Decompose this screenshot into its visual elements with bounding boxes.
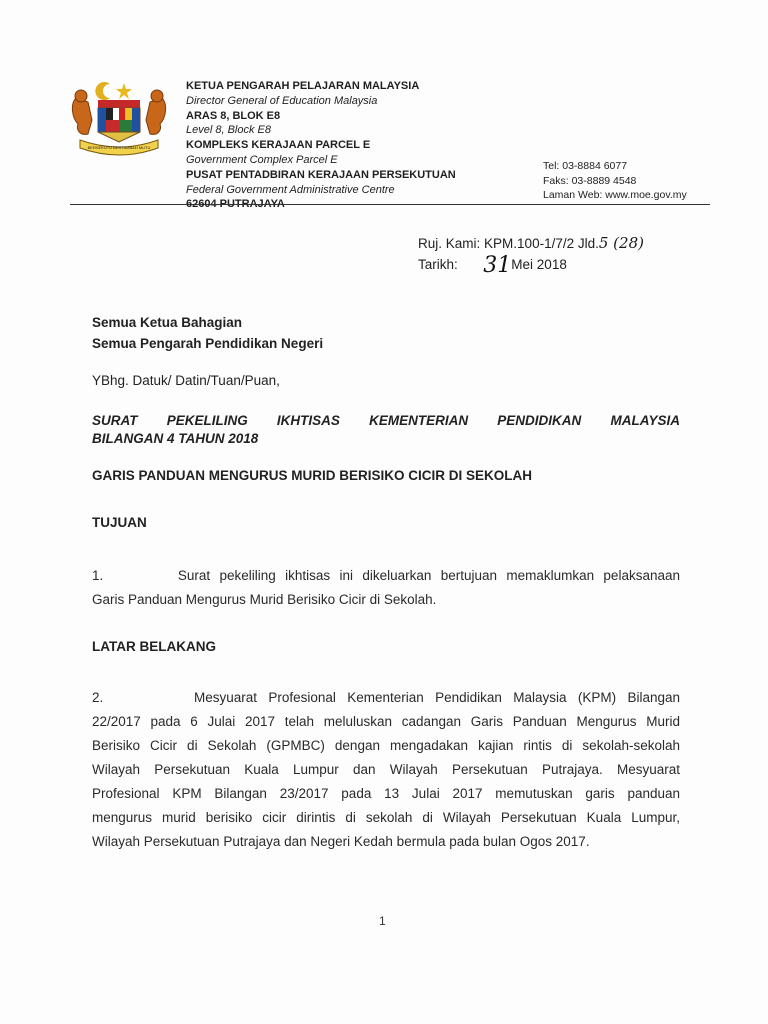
circular-title [92, 412, 680, 448]
svg-text:BERSEKUTU BERTAMBAH MUTU: BERSEKUTU BERTAMBAH MUTU [87, 145, 151, 150]
ruj-handwritten: 5 (28) [598, 234, 644, 252]
section-heading-tujuan: TUJUAN [92, 515, 147, 530]
letterhead-line: ARAS 8, BLOK E8 [186, 109, 281, 122]
contact-block [543, 159, 743, 203]
paragraph-line: Berisiko Cicir di Sekolah (GPMBC) dengan mengadakan kajian rintis di sekolah-sekolah [92, 738, 680, 753]
letterhead-line: Federal Government Administrative Centre [186, 183, 395, 196]
letterhead-line: PUSAT PENTADBIRAN KERAJAAN PERSEKUTUAN [186, 168, 456, 181]
page-number: 1 [379, 914, 386, 928]
paragraph-2 [92, 686, 680, 854]
paragraph-line: 22/2017 pada 6 Julai 2017 telah meluluskan cadangan Garis Panduan Mengurus Murid [92, 714, 680, 729]
telephone: Tel: 03-8884 6077 [543, 160, 628, 172]
title-line: SURAT PEKELILING IKHTISAS KEMENTERIAN PENDIDIKAN MALAYSIA [92, 413, 680, 428]
subject-heading: GARIS PANDUAN MENGURUS MURID BERISIKO CICIR DI SEKOLAH [92, 468, 533, 483]
paragraph-line: 1. Surat pekeliling ikhtisas ini dikeluarkan bertujuan memaklumkan pelaksanaan [92, 568, 680, 583]
paragraph-line: Wilayah Persekutuan Putrajaya dan Negeri Kedah bermula pada bulan Ogos 2017. [92, 834, 590, 849]
title-line: BILANGAN 4 TAHUN 2018 [92, 431, 259, 446]
salutation: YBhg. Datuk/ Datin/Tuan/Puan, [92, 373, 280, 388]
paragraph-line: Garis Panduan Mengurus Murid Berisiko Cicir di Sekolah. [92, 592, 437, 607]
reference-block [418, 234, 738, 278]
letterhead-line: Director General of Education Malaysia [186, 94, 378, 107]
letterhead-line: Level 8, Block E8 [186, 124, 271, 137]
tarikh-value: Mei 2018 [511, 257, 567, 272]
paragraph-line: 2. Mesyuarat Profesional Kementerian Pendidikan Malaysia (KPM) Bilangan [92, 690, 680, 705]
reference-line [418, 234, 738, 253]
recipient-line: Semua Pengarah Pendidikan Negeri [92, 336, 324, 351]
ruj-label: Ruj. Kami: [418, 236, 481, 251]
letterhead-line: KOMPLEKS KERAJAAN PARCEL E [186, 139, 371, 152]
paragraph-line: Profesional KPM Bilangan 23/2017 pada 13 Julai 2017 memutuskan garis panduan [92, 786, 680, 801]
section-heading-latar-belakang: LATAR BELAKANG [92, 639, 216, 654]
tarikh-handwritten-day: 31 [483, 253, 512, 278]
letterhead [186, 79, 516, 212]
paragraph-1 [92, 564, 680, 612]
letterhead-line: 62604 PUTRAJAYA [186, 198, 285, 211]
fax: Faks: 03-8889 4548 [543, 174, 637, 187]
coat-of-arms-logo [66, 78, 172, 156]
ruj-value: KPM.100-1/7/2 Jld. [484, 236, 599, 251]
letterhead-divider [70, 204, 710, 205]
website: Laman Web: www.moe.gov.my [543, 189, 687, 201]
date-line [418, 253, 738, 278]
paragraph-line: mengurus murid berisiko cicir dirintis di sekolah di Wilayah Persekutuan Kuala Lumpur, [92, 810, 680, 825]
letterhead-line: Government Complex Parcel E [186, 153, 338, 166]
paragraph-line: Wilayah Persekutuan Kuala Lumpur dan Wilayah Persekutuan Putrajaya. Mesyuarat [92, 762, 680, 777]
tarikh-label: Tarikh: [418, 257, 458, 272]
recipient-line: Semua Ketua Bahagian [92, 315, 243, 330]
letterhead-line: KETUA PENGARAH PELAJARAN MALAYSIA [186, 80, 420, 92]
